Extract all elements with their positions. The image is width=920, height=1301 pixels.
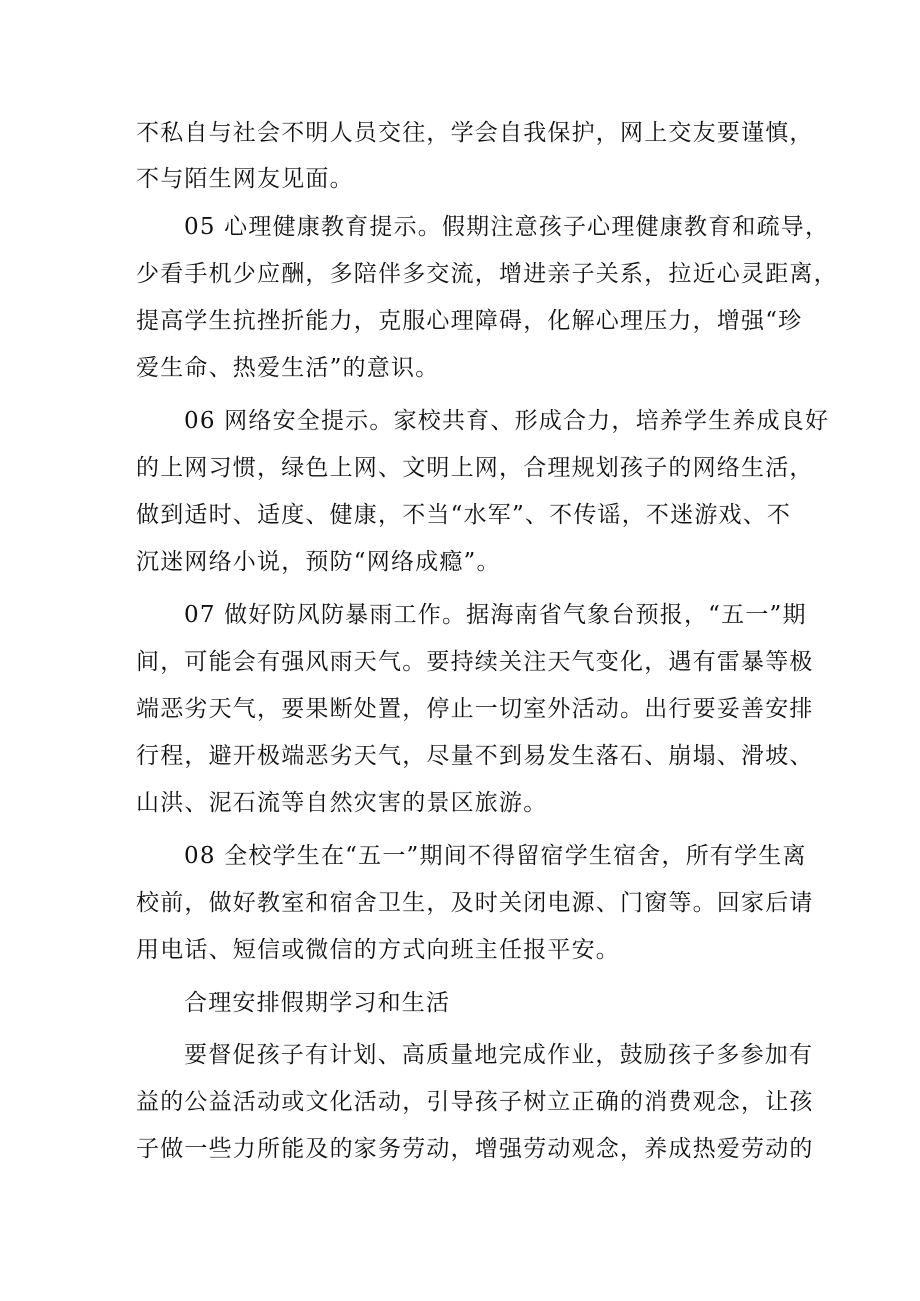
text-line: 提高学生抗挫折能力，克服心理障碍，化解心理压力，增强“珍 xyxy=(136,308,803,334)
paragraph-08-line: 08 全校学生在“五一”期间不得留宿学生宿舍，所有学生离 xyxy=(184,843,807,869)
text-line: 爱生命、热爱生活”的意识。 xyxy=(136,355,440,381)
text-line: 不私自与社会不明人员交往，学会自我保护，网上交友要谨慎， xyxy=(136,120,814,146)
paragraph-06-line: 06 网络安全提示。家校共育、形成合力，培养学生养成良好 xyxy=(184,408,830,434)
text-line: 不与陌生网友见面。 xyxy=(136,166,354,192)
text-line: 用电话、短信或微信的方式向班主任报平安。 xyxy=(136,937,620,963)
text-line: 山洪、泥石流等自然灾害的景区旅游。 xyxy=(136,790,548,816)
text-line: 子做一些力所能及的家务劳动，增强劳动观念，养成热爱劳动的 xyxy=(136,1136,814,1162)
text-line: 沉迷网络小说，预防“网络成瘾”。 xyxy=(136,549,501,575)
paragraph-study-line: 要督促孩子有计划、高质量地完成作业，鼓励孩子多参加有 xyxy=(184,1042,814,1068)
text-line: 端恶劣天气，要果断处置，停止一切室外活动。出行要妥善安排 xyxy=(136,696,814,722)
text-line: 的上网习惯，绿色上网、文明上网，合理规划孩子的网络生活， xyxy=(136,455,814,481)
section-heading: 合理安排假期学习和生活 xyxy=(184,990,451,1016)
paragraph-05-line: 05 心理健康教育提示。假期注意孩子心理健康教育和疏导， xyxy=(184,214,830,240)
text-line: 行程，避开极端恶劣天气，尽量不到易发生落石、崩塌、滑坡、 xyxy=(136,743,814,769)
text-line: 间，可能会有强风雨天气。要持续关注天气变化，遇有雷暴等极 xyxy=(136,649,814,675)
paragraph-07-line: 07 做好防风防暴雨工作。据海南省气象台预报，“五一”期 xyxy=(184,602,807,628)
text-line: 益的公益活动或文化活动，引导孩子树立正确的消费观念，让孩 xyxy=(136,1089,814,1115)
text-line: 校前，做好教室和宿舍卫生，及时关闭电源、门窗等。回家后请 xyxy=(136,890,814,916)
text-line: 做到适时、适度、健康，不当“水军”、不传谣，不迷游戏、不 xyxy=(136,502,792,528)
text-line: 少看手机少应酬，多陪伴多交流，增进亲子关系，拉近心灵距离， xyxy=(136,261,838,287)
